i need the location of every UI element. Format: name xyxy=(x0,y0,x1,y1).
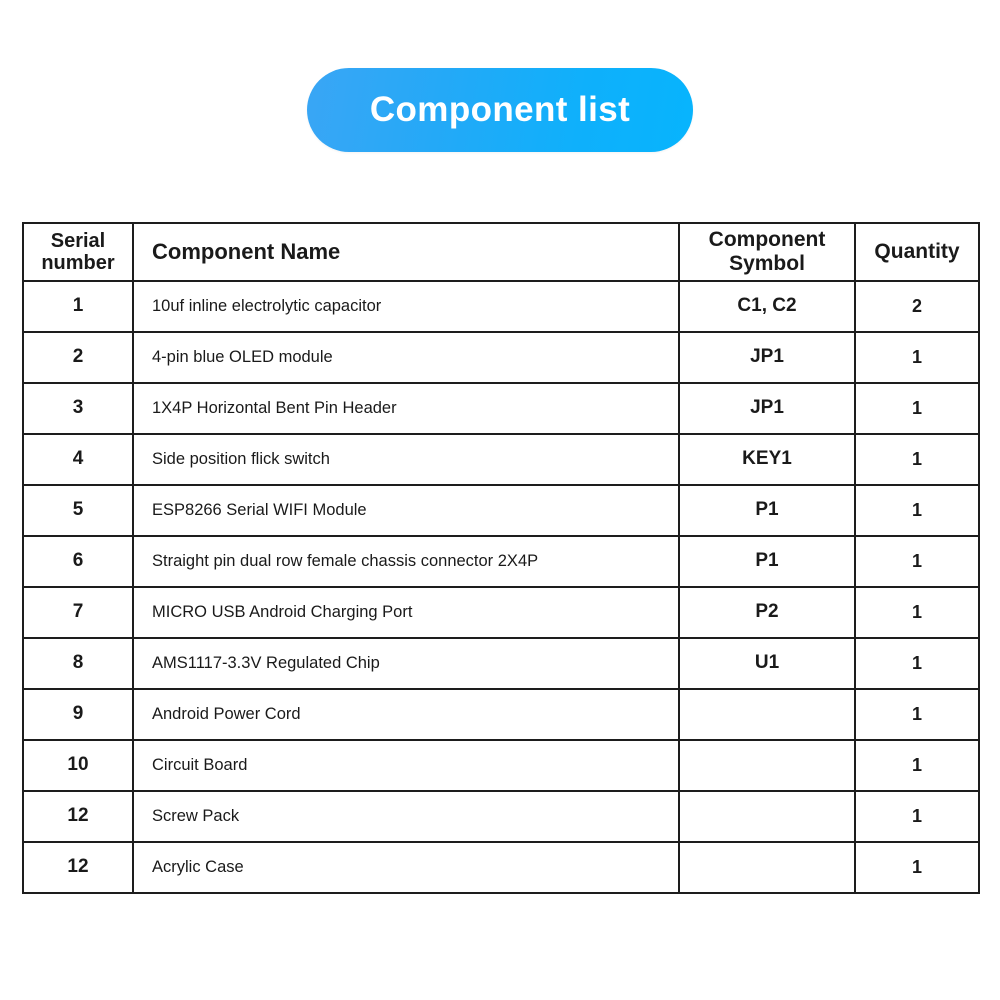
cell-component-name: Side position flick switch xyxy=(133,434,679,485)
cell-quantity: 1 xyxy=(855,689,979,740)
cell-component-name: 1X4P Horizontal Bent Pin Header xyxy=(133,383,679,434)
column-header-quantity: Quantity xyxy=(855,223,979,281)
cell-component-name: 4-pin blue OLED module xyxy=(133,332,679,383)
table-row xyxy=(23,638,979,689)
cell-serial: 8 xyxy=(23,638,133,689)
table-header-row xyxy=(23,223,979,281)
cell-quantity: 1 xyxy=(855,383,979,434)
cell-component-symbol: JP1 xyxy=(679,383,855,434)
column-header-symbol-line1: Component xyxy=(708,228,826,252)
column-header-serial-line1: Serial xyxy=(50,229,106,252)
cell-component-name: 10uf inline electrolytic capacitor xyxy=(133,281,679,332)
cell-serial: 6 xyxy=(23,536,133,587)
cell-serial: 10 xyxy=(23,740,133,791)
table-row xyxy=(23,689,979,740)
table-row xyxy=(23,332,979,383)
cell-serial: 5 xyxy=(23,485,133,536)
cell-component-name: Screw Pack xyxy=(133,791,679,842)
column-header-serial-line2: number xyxy=(41,252,115,274)
cell-quantity: 1 xyxy=(855,842,979,893)
table-row xyxy=(23,740,979,791)
cell-component-name: AMS1117-3.3V Regulated Chip xyxy=(133,638,679,689)
cell-serial: 12 xyxy=(23,791,133,842)
cell-component-symbol: JP1 xyxy=(679,332,855,383)
cell-quantity: 1 xyxy=(855,536,979,587)
table-row xyxy=(23,434,979,485)
cell-component-name: Acrylic Case xyxy=(133,842,679,893)
cell-serial: 1 xyxy=(23,281,133,332)
cell-quantity: 2 xyxy=(855,281,979,332)
cell-component-name: ESP8266 Serial WIFI Module xyxy=(133,485,679,536)
column-header-symbol-line2: Symbol xyxy=(729,252,805,275)
cell-component-symbol xyxy=(679,740,855,791)
cell-quantity: 1 xyxy=(855,434,979,485)
table-row xyxy=(23,791,979,842)
column-header-component-symbol xyxy=(679,223,855,281)
column-header-serial-number xyxy=(23,223,133,281)
cell-serial: 2 xyxy=(23,332,133,383)
cell-serial: 9 xyxy=(23,689,133,740)
table-row xyxy=(23,485,979,536)
cell-component-symbol: U1 xyxy=(679,638,855,689)
cell-serial: 12 xyxy=(23,842,133,893)
cell-quantity: 1 xyxy=(855,638,979,689)
cell-component-symbol: C1, C2 xyxy=(679,281,855,332)
table-row xyxy=(23,536,979,587)
cell-quantity: 1 xyxy=(855,791,979,842)
cell-component-symbol: P2 xyxy=(679,587,855,638)
table-row xyxy=(23,281,979,332)
cell-component-name: Android Power Cord xyxy=(133,689,679,740)
component-table-wrapper xyxy=(22,222,978,894)
cell-component-symbol: P1 xyxy=(679,536,855,587)
title-banner xyxy=(0,68,1000,152)
table-row xyxy=(23,842,979,893)
column-header-component-name: Component Name xyxy=(133,223,679,281)
cell-component-symbol xyxy=(679,791,855,842)
cell-quantity: 1 xyxy=(855,485,979,536)
cell-component-symbol xyxy=(679,689,855,740)
table-row xyxy=(23,383,979,434)
component-table xyxy=(22,222,980,894)
cell-component-name: Circuit Board xyxy=(133,740,679,791)
cell-serial: 4 xyxy=(23,434,133,485)
table-header xyxy=(23,223,979,281)
cell-serial: 7 xyxy=(23,587,133,638)
title-pill xyxy=(307,68,693,152)
table-row xyxy=(23,587,979,638)
cell-quantity: 1 xyxy=(855,332,979,383)
cell-component-name: MICRO USB Android Charging Port xyxy=(133,587,679,638)
cell-quantity: 1 xyxy=(855,587,979,638)
cell-component-symbol xyxy=(679,842,855,893)
table-body xyxy=(23,281,979,893)
cell-component-symbol: KEY1 xyxy=(679,434,855,485)
cell-component-name: Straight pin dual row female chassis connector 2X4P xyxy=(133,536,679,587)
cell-serial: 3 xyxy=(23,383,133,434)
cell-component-symbol: P1 xyxy=(679,485,855,536)
page-title: Component list xyxy=(369,90,631,129)
cell-quantity: 1 xyxy=(855,740,979,791)
